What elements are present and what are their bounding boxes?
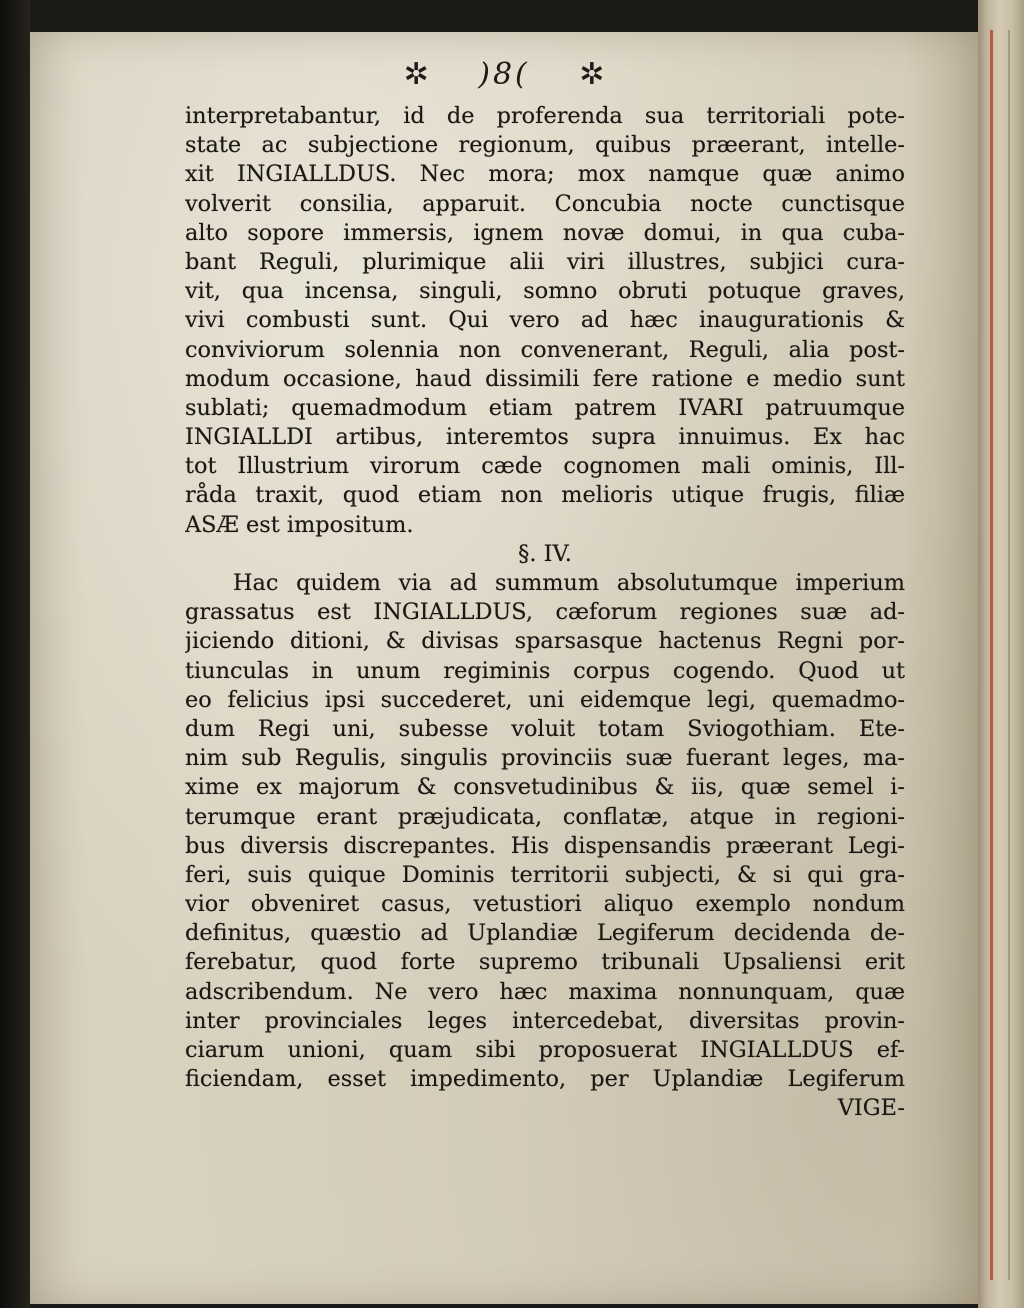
text-line: vit, qua incensa, singuli, somno obruti potuque graves, [185,278,905,305]
text-line: alto sopore immersis, ignem novæ domui, in qua cuba- [185,219,905,246]
text-line: ferebatur, quod forte supremo tribunali Upsaliensi erit [185,949,905,976]
text-line: vivi combusti sunt. Qui vero ad hæc inaugurationis & [185,307,905,334]
text-line: ciarum unioni, quam sibi proposuerat INGIALLDUS ef- [185,1037,905,1063]
book-binding-edge [0,0,30,1308]
red-margin-rule [990,30,993,1280]
star-ornament-right-icon: ✲ [579,57,605,92]
catchword: VIGE- [837,1095,905,1122]
text-line: state ac subjectione regionum, quibus præerant, intelle- [185,132,905,159]
text-line: xit INGIALLDUS. Nec mora; mox namque quæ animo [185,161,905,188]
text-line: jiciendo ditioni, & divisas sparsasque hactenus Regni por- [185,628,905,655]
text-line: bant Reguli, plurimique alii viri illustres, subjici cura- [185,248,905,275]
text-line: nim sub Regulis, singulis provinciis suæ fuerant leges, ma- [185,745,905,772]
text-line: sublati; quemadmodum etiam patrem IVARI patruumque [185,394,905,421]
text-line: feri, suis quique Dominis territorii subjecti, & si qui gra- [185,861,905,888]
text-line: modum occasione, haud dissimili fere ratione e medio sunt [185,365,905,392]
text-line: grassatus est INGIALLDUS, cæforum regiones suæ ad- [185,599,905,626]
text-line: adscribendum. Ne vero hæc maxima nonnunquam, quæ [185,978,905,1005]
text-line: dum Regi uni, subesse voluit totam Sviogothiam. Ete- [185,715,905,742]
text-line: definitus, quæstio ad Uplandiæ Legiferum decidenda de- [185,920,905,947]
text-line: Hac quidem via ad summum absolutumque imperium [233,570,905,596]
page-header [30,50,978,100]
text-line: eo felicius ipsi succederet, uni eidemque legi, quemadmo- [185,686,905,713]
text-line: terumque erant præjudicata, conflatæ, atque in regioni- [185,803,905,830]
text-line: vior obveniret casus, vetustiori aliquo exemplo nondum [185,891,905,918]
page-sheet [30,32,978,1304]
body-text [185,102,905,1124]
text-line: tot Illustrium virorum cæde cognomen mali ominis, Ill- [185,453,905,480]
text-line: xime ex majorum & consvetudinibus & iis, quæ semel i- [185,774,905,801]
text-line: ficiendam, esset impedimento, per Uplandiæ Legiferum [185,1066,905,1093]
text-line: volverit consilia, apparuit. Concubia nocte cunctisque [185,190,905,217]
section-heading: §. IV. [518,540,572,567]
page-fore-edge [978,0,1024,1308]
text-line: INGIALLDI artibus, interemtos supra innuimus. Ex hac [185,424,905,451]
text-line: tiunculas in unum regiminis corpus cogendo. Quod ut [185,657,905,684]
margin-rule [1008,30,1010,1280]
text-line: inter provinciales leges intercedebat, diversitas provin- [185,1007,905,1034]
text-line: conviviorum solennia non convenerant, Reguli, alia post- [185,336,905,363]
text-line: bus diversis discrepantes. His dispensandis præerant Legi- [185,832,905,859]
text-line: interpretabantur, id de proferenda sua territoriali pote- [185,103,905,129]
text-line: råda traxit, quod etiam non melioris utique frugis, filiæ [185,482,905,509]
page-number: )8( [478,57,530,92]
star-ornament-left-icon: ✲ [403,57,429,92]
text-line: ASÆ est impositum. [185,511,414,538]
